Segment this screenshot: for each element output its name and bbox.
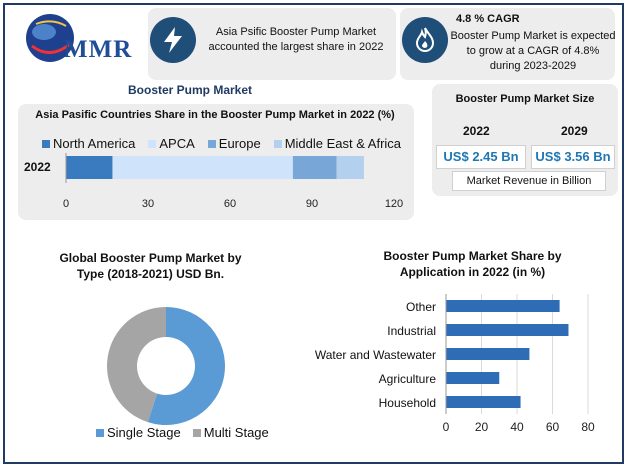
market-revenue-label: Market Revenue in Billion — [452, 171, 606, 191]
market-size-year-2029: 2029 — [561, 124, 588, 138]
type-legend — [96, 425, 269, 440]
bar-segment-europe — [293, 156, 337, 179]
market-section-title: Booster Pump Market — [128, 83, 253, 97]
type-donut-chart — [100, 300, 232, 432]
type-chart-title: Global Booster Pump Market by Type (2018-2021) USD Bn. — [59, 251, 242, 281]
market-size-value-2022: US$ 2.45 Bn — [436, 145, 526, 169]
cagr-title: 4.8 % CAGR — [456, 13, 520, 25]
bar-other — [446, 300, 560, 312]
category-label-other: Other — [405, 300, 436, 314]
cagr-text: Booster Pump Market is expected to grow at a CAGR of 4.8% during 2023-2029 — [450, 30, 616, 72]
bar-segment-middle-east-africa — [337, 156, 364, 179]
x-tick-label-20: 20 — [474, 420, 489, 434]
x-tick-label-60: 60 — [545, 420, 560, 434]
regional-chart-title: Asia Pasific Countries Share in the Booster Pump Market in 2022 (%) — [35, 109, 395, 121]
bar-household — [446, 396, 521, 408]
category-label-agriculture: Agriculture — [378, 372, 436, 386]
legend-label-europe: Europe — [218, 136, 261, 151]
legend-swatch-multi-stage — [193, 429, 201, 437]
regional-stacked-bar-chart — [18, 150, 414, 215]
bar-segment-north-america — [66, 156, 112, 179]
legend-swatch-single-stage — [96, 429, 104, 437]
category-label-industrial: Industrial — [387, 324, 436, 338]
category-label-household: Household — [378, 396, 436, 410]
x-tick-label-80: 80 — [581, 420, 595, 434]
application-chart-title: Booster Pump Market Share by Application in 2022 (in %) — [383, 249, 562, 279]
x-tick-label-60: 60 — [223, 198, 237, 210]
logo-text: MMR — [64, 36, 133, 63]
legend-label-single-stage: Single Stage — [107, 425, 181, 440]
market-size-year-2022: 2022 — [463, 124, 490, 138]
mmr-logo — [22, 10, 142, 70]
x-tick-label-90: 90 — [305, 198, 319, 210]
x-tick-label-40: 40 — [510, 420, 524, 434]
x-tick-label-0: 0 — [62, 198, 70, 210]
legend-swatch-north-america — [42, 140, 50, 148]
regional-legend — [42, 136, 412, 151]
category-label-2022: 2022 — [24, 160, 51, 174]
application-bar-chart — [290, 290, 620, 440]
bar-water-and-wastewater — [446, 348, 529, 360]
market-size-title: Booster Pump Market Size — [455, 93, 595, 105]
x-tick-label-0: 0 — [442, 420, 450, 434]
bar-agriculture — [446, 372, 499, 384]
legend-swatch-apca — [148, 140, 156, 148]
legend-label-multi-stage: Multi Stage — [203, 425, 269, 440]
largest-share-text: Asia Psific Booster Pump Market accounted the largest share in 2022 — [208, 26, 384, 53]
bar-industrial — [446, 324, 568, 336]
legend-label-north-america: North America — [53, 136, 136, 151]
category-label-water-and-wastewater: Water and Wastewater — [314, 348, 436, 362]
x-tick-label-120: 120 — [384, 198, 404, 210]
legend-swatch-europe — [208, 140, 216, 148]
bar-segment-apca — [112, 156, 292, 179]
legend-swatch-middle-east-africa — [274, 140, 282, 148]
market-size-value-2029: US$ 3.56 Bn — [531, 145, 615, 169]
x-tick-label-30: 30 — [141, 198, 155, 210]
lightning-bolt-icon — [150, 17, 196, 63]
flame-icon — [402, 17, 448, 63]
legend-label-apca: APCA — [159, 136, 195, 151]
legend-label-middle-east-africa: Middle East & Africa — [284, 136, 402, 151]
